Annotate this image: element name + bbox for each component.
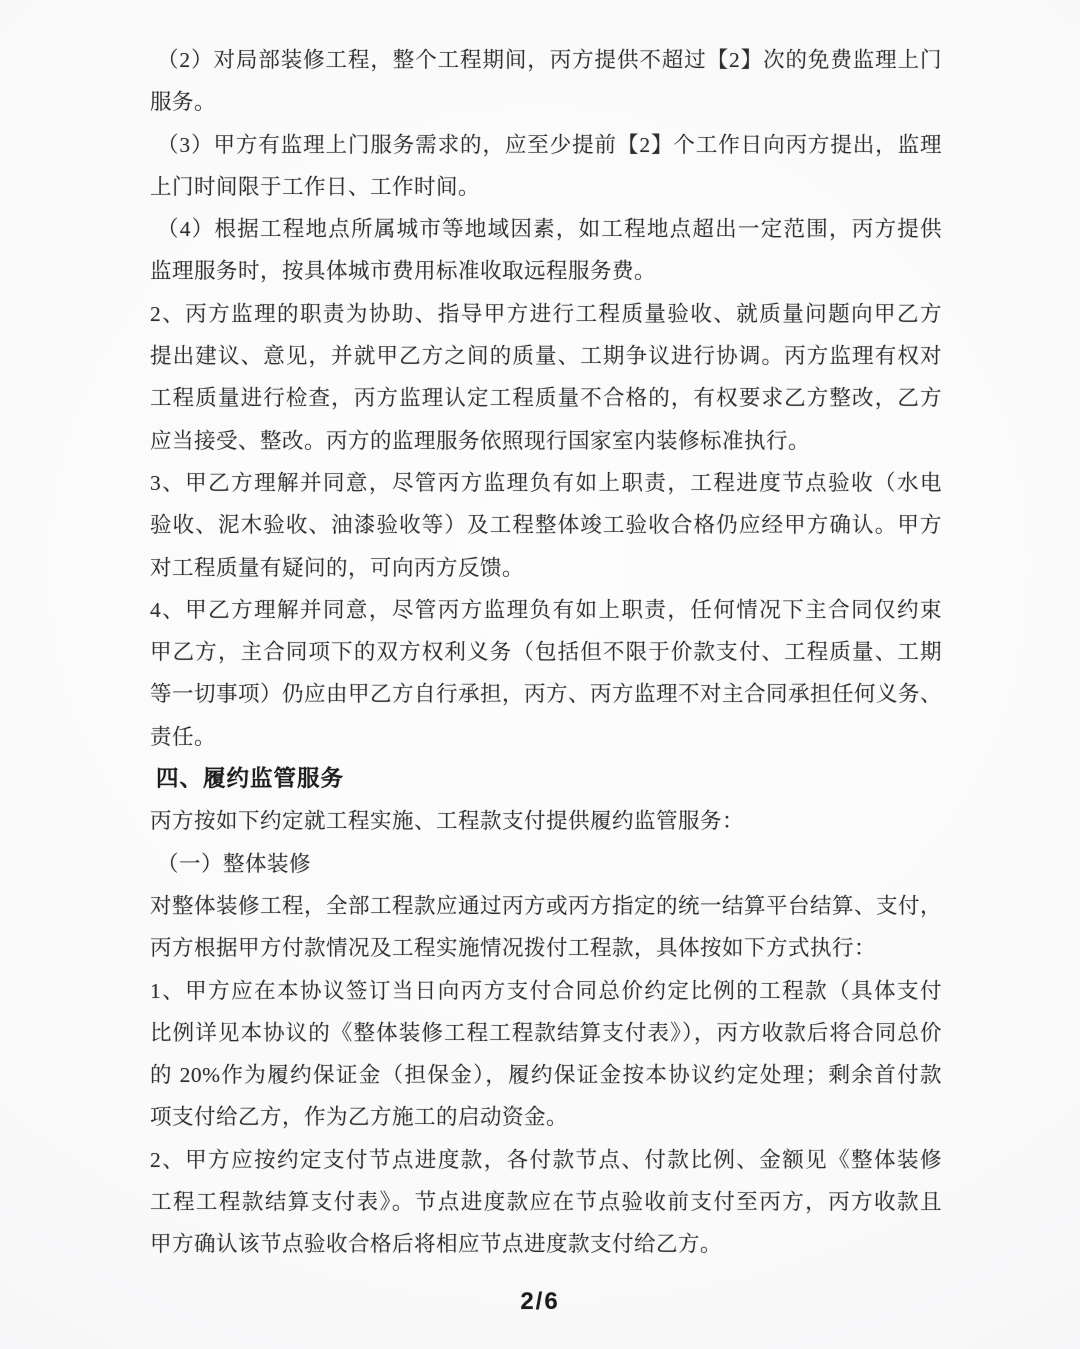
document-line: （一）整体装修 — [157, 851, 312, 876]
document-line: 丙方根据甲方付款情况及工程实施情况拨付工程款，具体按如下方式执行： — [150, 936, 877, 961]
document-line: 对整体装修工程，全部工程款应通过丙方或丙方指定的统一结算平台结算、支付， — [150, 893, 943, 918]
document-line: 比例详见本协议的《整体装修工程工程款结算支付表》），丙方收款后将合同总价 — [150, 1020, 942, 1045]
document-line: 的 20%作为履约保证金（担保金），履约保证金按本协议约定处理；剩余首付款 — [150, 1063, 942, 1088]
document-line: 上门时间限于工作日、工作时间。 — [150, 174, 481, 199]
document-line: 甲乙方，主合同项下的双方权利义务（包括但不限于价款支付、工程质量、工期 — [150, 640, 942, 665]
document-line: 1、甲方应在本协议签订当日向丙方支付合同总价约定比例的工程款（具体支付 — [150, 978, 942, 1003]
document-line: 应当接受、整改。丙方的监理服务依照现行国家室内装修标准执行。 — [150, 428, 811, 453]
document-line: 等一切事项）仍应由甲乙方自行承担，丙方、丙方监理不对主合同承担任何义务、 — [150, 682, 943, 707]
contract-text-block — [150, 39, 942, 1266]
page-number: 2/6 — [520, 1288, 560, 1315]
document-line: 工程工程款结算支付表》。节点进度款应在节点验收前支付至丙方，丙方收款且 — [150, 1190, 942, 1215]
document-line: （2）对局部装修工程，整个工程期间，丙方提供不超过【2】次的免费监理上门 — [157, 48, 942, 72]
document-line: 丙方按如下约定就工程实施、工程款支付提供履约监管服务： — [150, 809, 745, 834]
document-line: 2、甲方应按约定支付节点进度款，各付款节点、付款比例、金额见《整体装修 — [150, 1147, 942, 1172]
document-line: 责任。 — [150, 724, 217, 749]
document-line: （3）甲方有监理上门服务需求的，应至少提前【2】个工作日向丙方提出，监理 — [157, 132, 942, 157]
document-line: 3、甲乙方理解并同意，尽管丙方监理负有如上职责，工程进度节点验收（水电 — [150, 470, 942, 495]
document-line: 工程质量进行检查，丙方监理认定工程质量不合格的，有权要求乙方整改，乙方 — [150, 386, 942, 411]
document-line: 监理服务时，按具体城市费用标准收取远程服务费。 — [150, 259, 657, 284]
document-line: （4）根据工程地点所属城市等地域因素，如工程地点超出一定范围，丙方提供 — [157, 217, 942, 242]
document-line: 甲方确认该节点验收合格后将相应节点进度款支付给乙方。 — [150, 1232, 723, 1257]
document-line: 2、丙方监理的职责为协助、指导甲方进行工程质量验收、就质量问题向甲乙方 — [150, 301, 942, 326]
document-line: 4、甲乙方理解并同意，尽管丙方监理负有如上职责，任何情况下主合同仅约束 — [150, 597, 942, 622]
document-line: 服务。 — [150, 90, 217, 115]
document-line: 项支付给乙方，作为乙方施工的启动资金。 — [150, 1105, 569, 1130]
document-line: 验收、泥木验收、油漆验收等）及工程整体竣工验收合格仍应经甲方确认。甲方 — [150, 513, 942, 538]
section-heading: 四、履约监管服务 — [156, 766, 345, 792]
document-line: 对工程质量有疑问的，可向丙方反馈。 — [150, 555, 525, 580]
document-line: 提出建议、意见，并就甲乙方之间的质量、工期争议进行协调。丙方监理有权对 — [150, 344, 942, 369]
